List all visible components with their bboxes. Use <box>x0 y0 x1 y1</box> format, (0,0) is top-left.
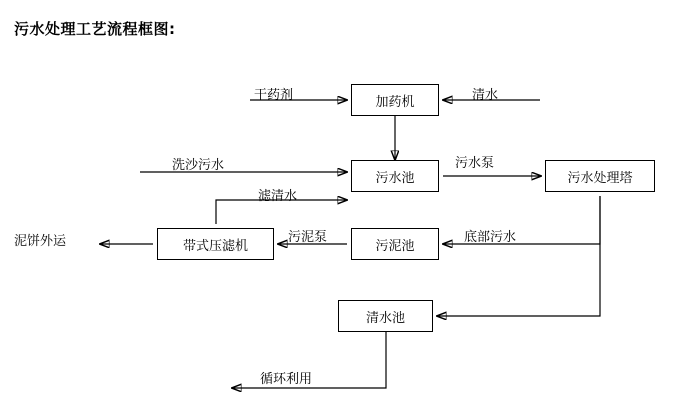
node-label: 污泥池 <box>375 238 415 254</box>
page-title: 污水处理工艺流程框图: <box>14 20 176 38</box>
edge-label-dry-chemical: 干药剂 <box>254 88 294 103</box>
node-label: 带式压滤机 <box>182 238 248 254</box>
node-belt-filter-press[interactable] <box>157 228 274 260</box>
edge-label-mud-cake-out: 泥饼外运 <box>14 234 67 249</box>
node-sewage-pool[interactable] <box>351 160 439 192</box>
edge-label-sand-wash-sewage: 洗沙污水 <box>172 158 225 173</box>
node-label: 污水池 <box>375 170 415 186</box>
edge-label-sludge-pump: 污泥泵 <box>288 230 328 245</box>
edge-label-clean-water-in: 清水 <box>472 88 499 103</box>
edge-label-bottom-sewage: 底部污水 <box>464 230 517 245</box>
node-label: 加药机 <box>375 94 415 110</box>
node-sludge-pool[interactable] <box>351 228 439 260</box>
node-label: 清水池 <box>365 310 405 326</box>
node-dosing-machine[interactable] <box>351 84 439 116</box>
node-clear-water-pool[interactable] <box>338 300 433 332</box>
edge-label-filtrate-clear-water: 滤清水 <box>258 189 298 204</box>
node-label: 污水处理塔 <box>567 170 633 186</box>
edge-label-recycle-use: 循环利用 <box>260 372 313 387</box>
edge-label-sewage-pump: 污水泵 <box>455 156 495 171</box>
node-treatment-tower[interactable] <box>545 160 655 192</box>
